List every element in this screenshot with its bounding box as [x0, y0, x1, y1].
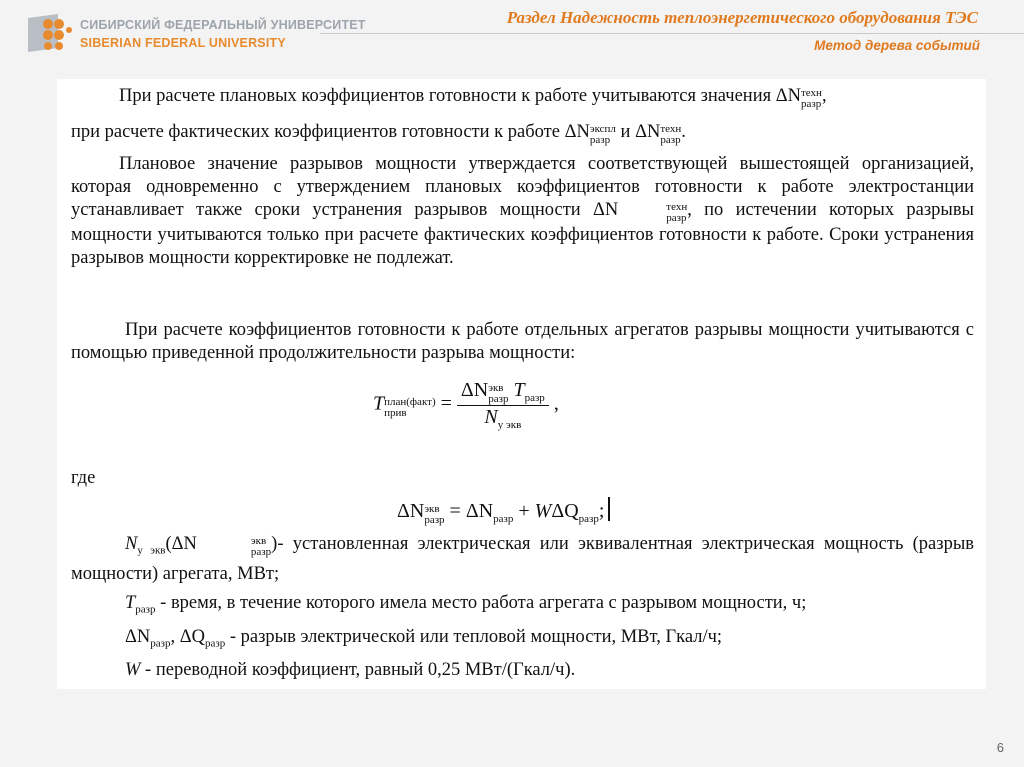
definition-4-text: - переводной коэффициент, равный 0,25 МВт/(Гкал/ч).	[145, 660, 576, 680]
definition-1-text: - установленная электрическая или эквивалентная электрическая мощность (разрыв мощности) агрегата, МВт;	[71, 534, 974, 584]
paragraph-3-text: При расчете коэффициентов готовности к работе отдельных агрегатов разрывы мощности учитываются с помощью приведенной продолжительности разрыва мощности:	[71, 320, 974, 363]
paragraph-1b: при расчете фактических коэффициентов готовности к работе ΔN экспл разр и ΔN техн разр .	[71, 122, 686, 146]
definition-1	[71, 533, 974, 586]
definition-4: W - переводной коэффициент, равный 0,25 МВт/(Гкал/ч).	[125, 660, 576, 680]
where-label: где	[71, 468, 96, 488]
university-logo	[28, 14, 366, 54]
paragraph-2	[71, 153, 974, 270]
formula-fraction: ΔN экв разр $T_{разр}$ $N_{у экв}$	[457, 379, 549, 431]
definition-3-text: - разрыв электрической или тепловой мощности, МВт, Гкал/ч;	[229, 627, 723, 647]
text-cursor	[608, 497, 610, 521]
logo-text-ru: СИБИРСКИЙ ФЕДЕРАЛЬНЫЙ УНИВЕРСИТЕТ	[80, 18, 366, 32]
dN-tehn-symbol: ΔN техн разр	[593, 200, 688, 224]
dN-tehn-symbol: ΔN техн разр	[775, 86, 822, 110]
section-title: Раздел Надежность теплоэнергетического оборудования ТЭС	[506, 8, 978, 27]
formula-equivalent-gap: ΔN экв разр = $\Delta N_{разр} + W\Delta Q_{разр}$;	[397, 497, 610, 526]
paragraph-3	[71, 319, 974, 365]
document-body	[57, 79, 986, 689]
dN-ekspl-symbol: ΔN экспл разр	[564, 122, 616, 146]
paragraph-2a-text: Плановое значение разрывов мощности утверждается соответствующей вышестоящей организацией, которая одновременно с утверждением плановых коэффициентов готовности к работе электростанции устанавливает также сроки устранения разрывов мощности	[71, 154, 974, 220]
logo-mark-icon	[28, 14, 72, 52]
logo-text-en: SIBERIAN FEDERAL UNIVERSITY	[80, 36, 286, 50]
formula-reduced-duration: T план(факт) прив = ΔN экв разр $T_{разр}$ $N_{у экв}$ ,	[373, 379, 559, 431]
definition-3: $\Delta N_{разр}$, $\Delta Q_{разр}$ - разрыв электрической или тепловой мощности, МВт, Гкал/ч;	[125, 627, 723, 650]
definition-2-text: - время, в течение которого имела место работа агрегата с разрывом мощности, ч;	[160, 593, 807, 613]
slide-number: 6	[996, 740, 1004, 755]
paragraph-1a: При расчете плановых коэффициентов готовности к работе учитываются значения ΔN техн разр ,	[119, 86, 827, 110]
paragraph-1a-text: При расчете плановых коэффициентов готовности к работе учитываются значения	[119, 86, 772, 106]
header-divider	[320, 33, 1024, 34]
dN-tehn-symbol: ΔN техн разр	[635, 122, 682, 146]
paragraph-2b-text: , по истечении которых разрывы мощности учитываются только при расчете фактических коэффициентов готовности к работе. Сроки устранения разрывов мощности корректировке не подлежат.	[71, 200, 974, 268]
paragraph-1b-text: при расчете фактических коэффициентов готовности к работе	[71, 122, 560, 142]
slide-subtitle: Метод дерева событий	[814, 38, 980, 53]
N-y-ekv-symbol: $N_{у экв}(\Delta N$ экв разр )	[125, 534, 278, 558]
definition-2: $T_{разр}$ - время, в течение которого имела место работа агрегата с разрывом мощности, ч;	[125, 593, 807, 616]
